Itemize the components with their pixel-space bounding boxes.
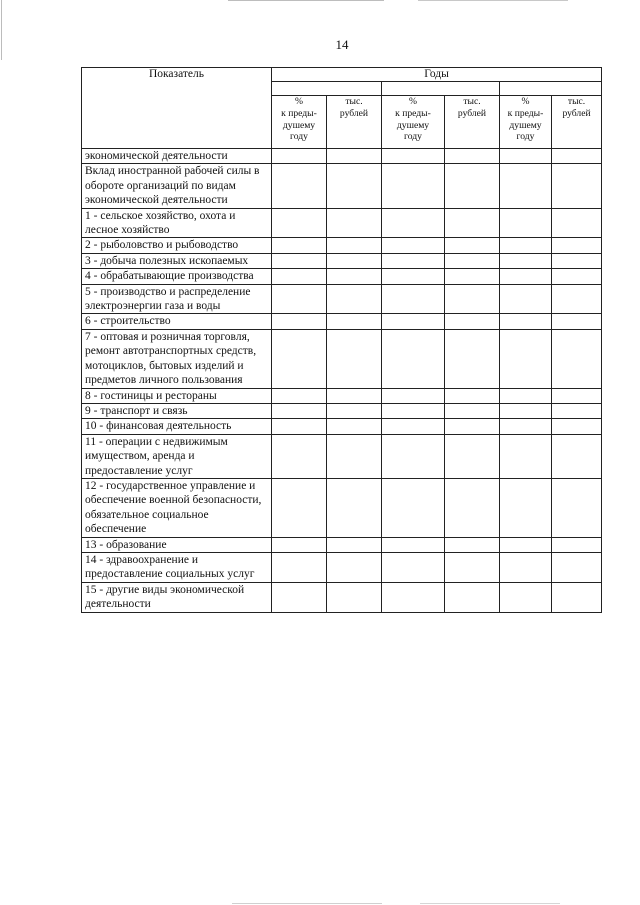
row-label: 11 - операции с недвижимым имуществом, аренда и предоставление услуг	[82, 434, 272, 478]
value-cell[interactable]	[272, 403, 327, 418]
value-cell[interactable]	[382, 388, 445, 403]
value-cell[interactable]	[445, 329, 500, 388]
value-cell[interactable]	[272, 388, 327, 403]
value-cell[interactable]	[552, 314, 602, 329]
value-cell[interactable]	[382, 208, 445, 238]
value-cell[interactable]	[272, 434, 327, 478]
table-row	[82, 314, 602, 329]
table-row	[82, 164, 602, 208]
table-row	[82, 537, 602, 552]
value-cell[interactable]	[382, 253, 445, 268]
value-cell[interactable]	[382, 269, 445, 284]
table-row	[82, 552, 602, 582]
value-cell[interactable]	[500, 238, 552, 253]
value-cell[interactable]	[445, 149, 500, 164]
value-cell[interactable]	[500, 478, 552, 537]
value-cell[interactable]	[272, 419, 327, 434]
table-row	[82, 388, 602, 403]
value-cell[interactable]	[327, 582, 382, 612]
value-cell[interactable]	[500, 329, 552, 388]
value-cell[interactable]	[445, 403, 500, 418]
table-row	[82, 238, 602, 253]
value-cell[interactable]	[500, 314, 552, 329]
value-cell[interactable]	[272, 314, 327, 329]
value-cell[interactable]	[500, 388, 552, 403]
scan-edge-bottom	[232, 903, 382, 904]
value-cell[interactable]	[445, 208, 500, 238]
row-label: 12 - государственное управление и обеспечение военной безопасности, обязательное социальное обеспечение	[82, 478, 272, 537]
value-cell[interactable]	[500, 269, 552, 284]
thousand-rubles-header: тыс. рублей	[552, 96, 602, 149]
value-cell[interactable]	[552, 329, 602, 388]
value-cell[interactable]	[272, 208, 327, 238]
row-label: 1 - сельское хозяйство, охота и лесное хозяйство	[82, 208, 272, 238]
value-cell[interactable]	[552, 403, 602, 418]
value-cell[interactable]	[552, 582, 602, 612]
value-cell[interactable]	[327, 269, 382, 284]
value-cell[interactable]	[272, 537, 327, 552]
value-cell[interactable]	[327, 537, 382, 552]
table-row	[82, 269, 602, 284]
table-row	[82, 284, 602, 314]
row-label: 9 - транспорт и связь	[82, 403, 272, 418]
value-cell[interactable]	[382, 329, 445, 388]
value-cell[interactable]	[445, 284, 500, 314]
years-header: Годы	[272, 68, 602, 82]
value-cell[interactable]	[500, 149, 552, 164]
value-cell[interactable]	[382, 314, 445, 329]
value-cell[interactable]	[445, 478, 500, 537]
value-cell[interactable]	[445, 434, 500, 478]
value-cell[interactable]	[272, 164, 327, 208]
value-cell[interactable]	[500, 434, 552, 478]
value-cell[interactable]	[500, 537, 552, 552]
value-cell[interactable]	[445, 552, 500, 582]
value-cell[interactable]	[500, 582, 552, 612]
scan-edge-top	[228, 0, 384, 1]
indicator-table	[81, 67, 602, 613]
value-cell[interactable]	[327, 208, 382, 238]
row-label: экономической деятельности	[82, 149, 272, 164]
value-cell[interactable]	[327, 478, 382, 537]
value-cell[interactable]	[327, 552, 382, 582]
value-cell[interactable]	[445, 238, 500, 253]
value-cell[interactable]	[500, 552, 552, 582]
value-cell[interactable]	[327, 419, 382, 434]
table-row	[82, 434, 602, 478]
table-row	[82, 253, 602, 268]
value-cell[interactable]	[500, 284, 552, 314]
value-cell[interactable]	[382, 434, 445, 478]
indicator-column-header: Показатель	[82, 68, 272, 149]
table-body	[82, 149, 602, 613]
value-cell[interactable]	[552, 284, 602, 314]
value-cell[interactable]	[445, 269, 500, 284]
value-cell[interactable]	[500, 208, 552, 238]
value-cell[interactable]	[552, 478, 602, 537]
value-cell[interactable]	[272, 269, 327, 284]
value-cell[interactable]	[445, 419, 500, 434]
year-2-header	[382, 82, 500, 96]
value-cell[interactable]	[327, 238, 382, 253]
scan-edge-top-right	[418, 0, 568, 1]
page-number: 14	[335, 37, 349, 52]
value-cell[interactable]	[552, 208, 602, 238]
value-cell[interactable]	[445, 314, 500, 329]
table-row	[82, 329, 602, 388]
row-label: 2 - рыболовство и рыбоводство	[82, 238, 272, 253]
table-row	[82, 582, 602, 612]
value-cell[interactable]	[552, 253, 602, 268]
value-cell[interactable]	[552, 269, 602, 284]
scan-edge-bottom-right	[420, 903, 560, 904]
row-label: 5 - производство и распределение электроэнергии газа и воды	[82, 284, 272, 314]
thousand-rubles-header: тыс. рублей	[327, 96, 382, 149]
row-label: 3 - добыча полезных ископаемых	[82, 253, 272, 268]
value-cell[interactable]	[327, 434, 382, 478]
value-cell[interactable]	[552, 388, 602, 403]
value-cell[interactable]	[272, 478, 327, 537]
value-cell[interactable]	[445, 253, 500, 268]
thousand-rubles-header: тыс. рублей	[445, 96, 500, 149]
value-cell[interactable]	[327, 388, 382, 403]
value-cell[interactable]	[272, 284, 327, 314]
value-cell[interactable]	[445, 164, 500, 208]
value-cell[interactable]	[272, 253, 327, 268]
value-cell[interactable]	[327, 149, 382, 164]
value-cell[interactable]	[272, 238, 327, 253]
row-label: 7 - оптовая и розничная торговля, ремонт автотранспортных средств, мотоциклов, бытовых изделий и предметов личного пользования	[82, 329, 272, 388]
value-cell[interactable]	[445, 537, 500, 552]
row-label: Вклад иностранной рабочей силы в обороте организаций по видам экономической деятельности	[82, 164, 272, 208]
value-cell[interactable]	[552, 434, 602, 478]
value-cell[interactable]	[382, 164, 445, 208]
value-cell[interactable]	[272, 582, 327, 612]
percent-prev-year-header: % к преды- душему году	[382, 96, 445, 149]
value-cell[interactable]	[327, 329, 382, 388]
value-cell[interactable]	[382, 552, 445, 582]
value-cell[interactable]	[327, 284, 382, 314]
value-cell[interactable]	[500, 403, 552, 418]
value-cell[interactable]	[272, 149, 327, 164]
value-cell[interactable]	[382, 238, 445, 253]
value-cell[interactable]	[500, 164, 552, 208]
table-row	[82, 419, 602, 434]
value-cell[interactable]	[382, 537, 445, 552]
value-cell[interactable]	[382, 419, 445, 434]
year-3-header	[500, 82, 602, 96]
value-cell[interactable]	[382, 582, 445, 612]
row-label: 10 - финансовая деятельность	[82, 419, 272, 434]
row-label: 15 - другие виды экономической деятельности	[82, 582, 272, 612]
value-cell[interactable]	[552, 238, 602, 253]
value-cell[interactable]	[445, 582, 500, 612]
value-cell[interactable]	[552, 537, 602, 552]
value-cell[interactable]	[327, 403, 382, 418]
percent-prev-year-header: % к преды- душему году	[500, 96, 552, 149]
value-cell[interactable]	[500, 419, 552, 434]
value-cell[interactable]	[382, 284, 445, 314]
value-cell[interactable]	[382, 403, 445, 418]
value-cell[interactable]	[327, 164, 382, 208]
value-cell[interactable]	[445, 388, 500, 403]
table-row	[82, 478, 602, 537]
row-label: 13 - образование	[82, 537, 272, 552]
table-row	[82, 403, 602, 418]
value-cell[interactable]	[327, 253, 382, 268]
row-label: 6 - строительство	[82, 314, 272, 329]
year-1-header	[272, 82, 382, 96]
value-cell[interactable]	[552, 149, 602, 164]
value-cell[interactable]	[552, 164, 602, 208]
row-label: 14 - здравоохранение и предоставление социальных услуг	[82, 552, 272, 582]
value-cell[interactable]	[382, 149, 445, 164]
value-cell[interactable]	[500, 253, 552, 268]
percent-prev-year-header: % к преды- душему году	[272, 96, 327, 149]
row-label: 8 - гостиницы и рестораны	[82, 388, 272, 403]
value-cell[interactable]	[552, 419, 602, 434]
row-label: 4 - обрабатывающие производства	[82, 269, 272, 284]
value-cell[interactable]	[552, 552, 602, 582]
table-row	[82, 149, 602, 164]
value-cell[interactable]	[272, 552, 327, 582]
value-cell[interactable]	[272, 329, 327, 388]
table-row	[82, 208, 602, 238]
value-cell[interactable]	[382, 478, 445, 537]
value-cell[interactable]	[327, 314, 382, 329]
